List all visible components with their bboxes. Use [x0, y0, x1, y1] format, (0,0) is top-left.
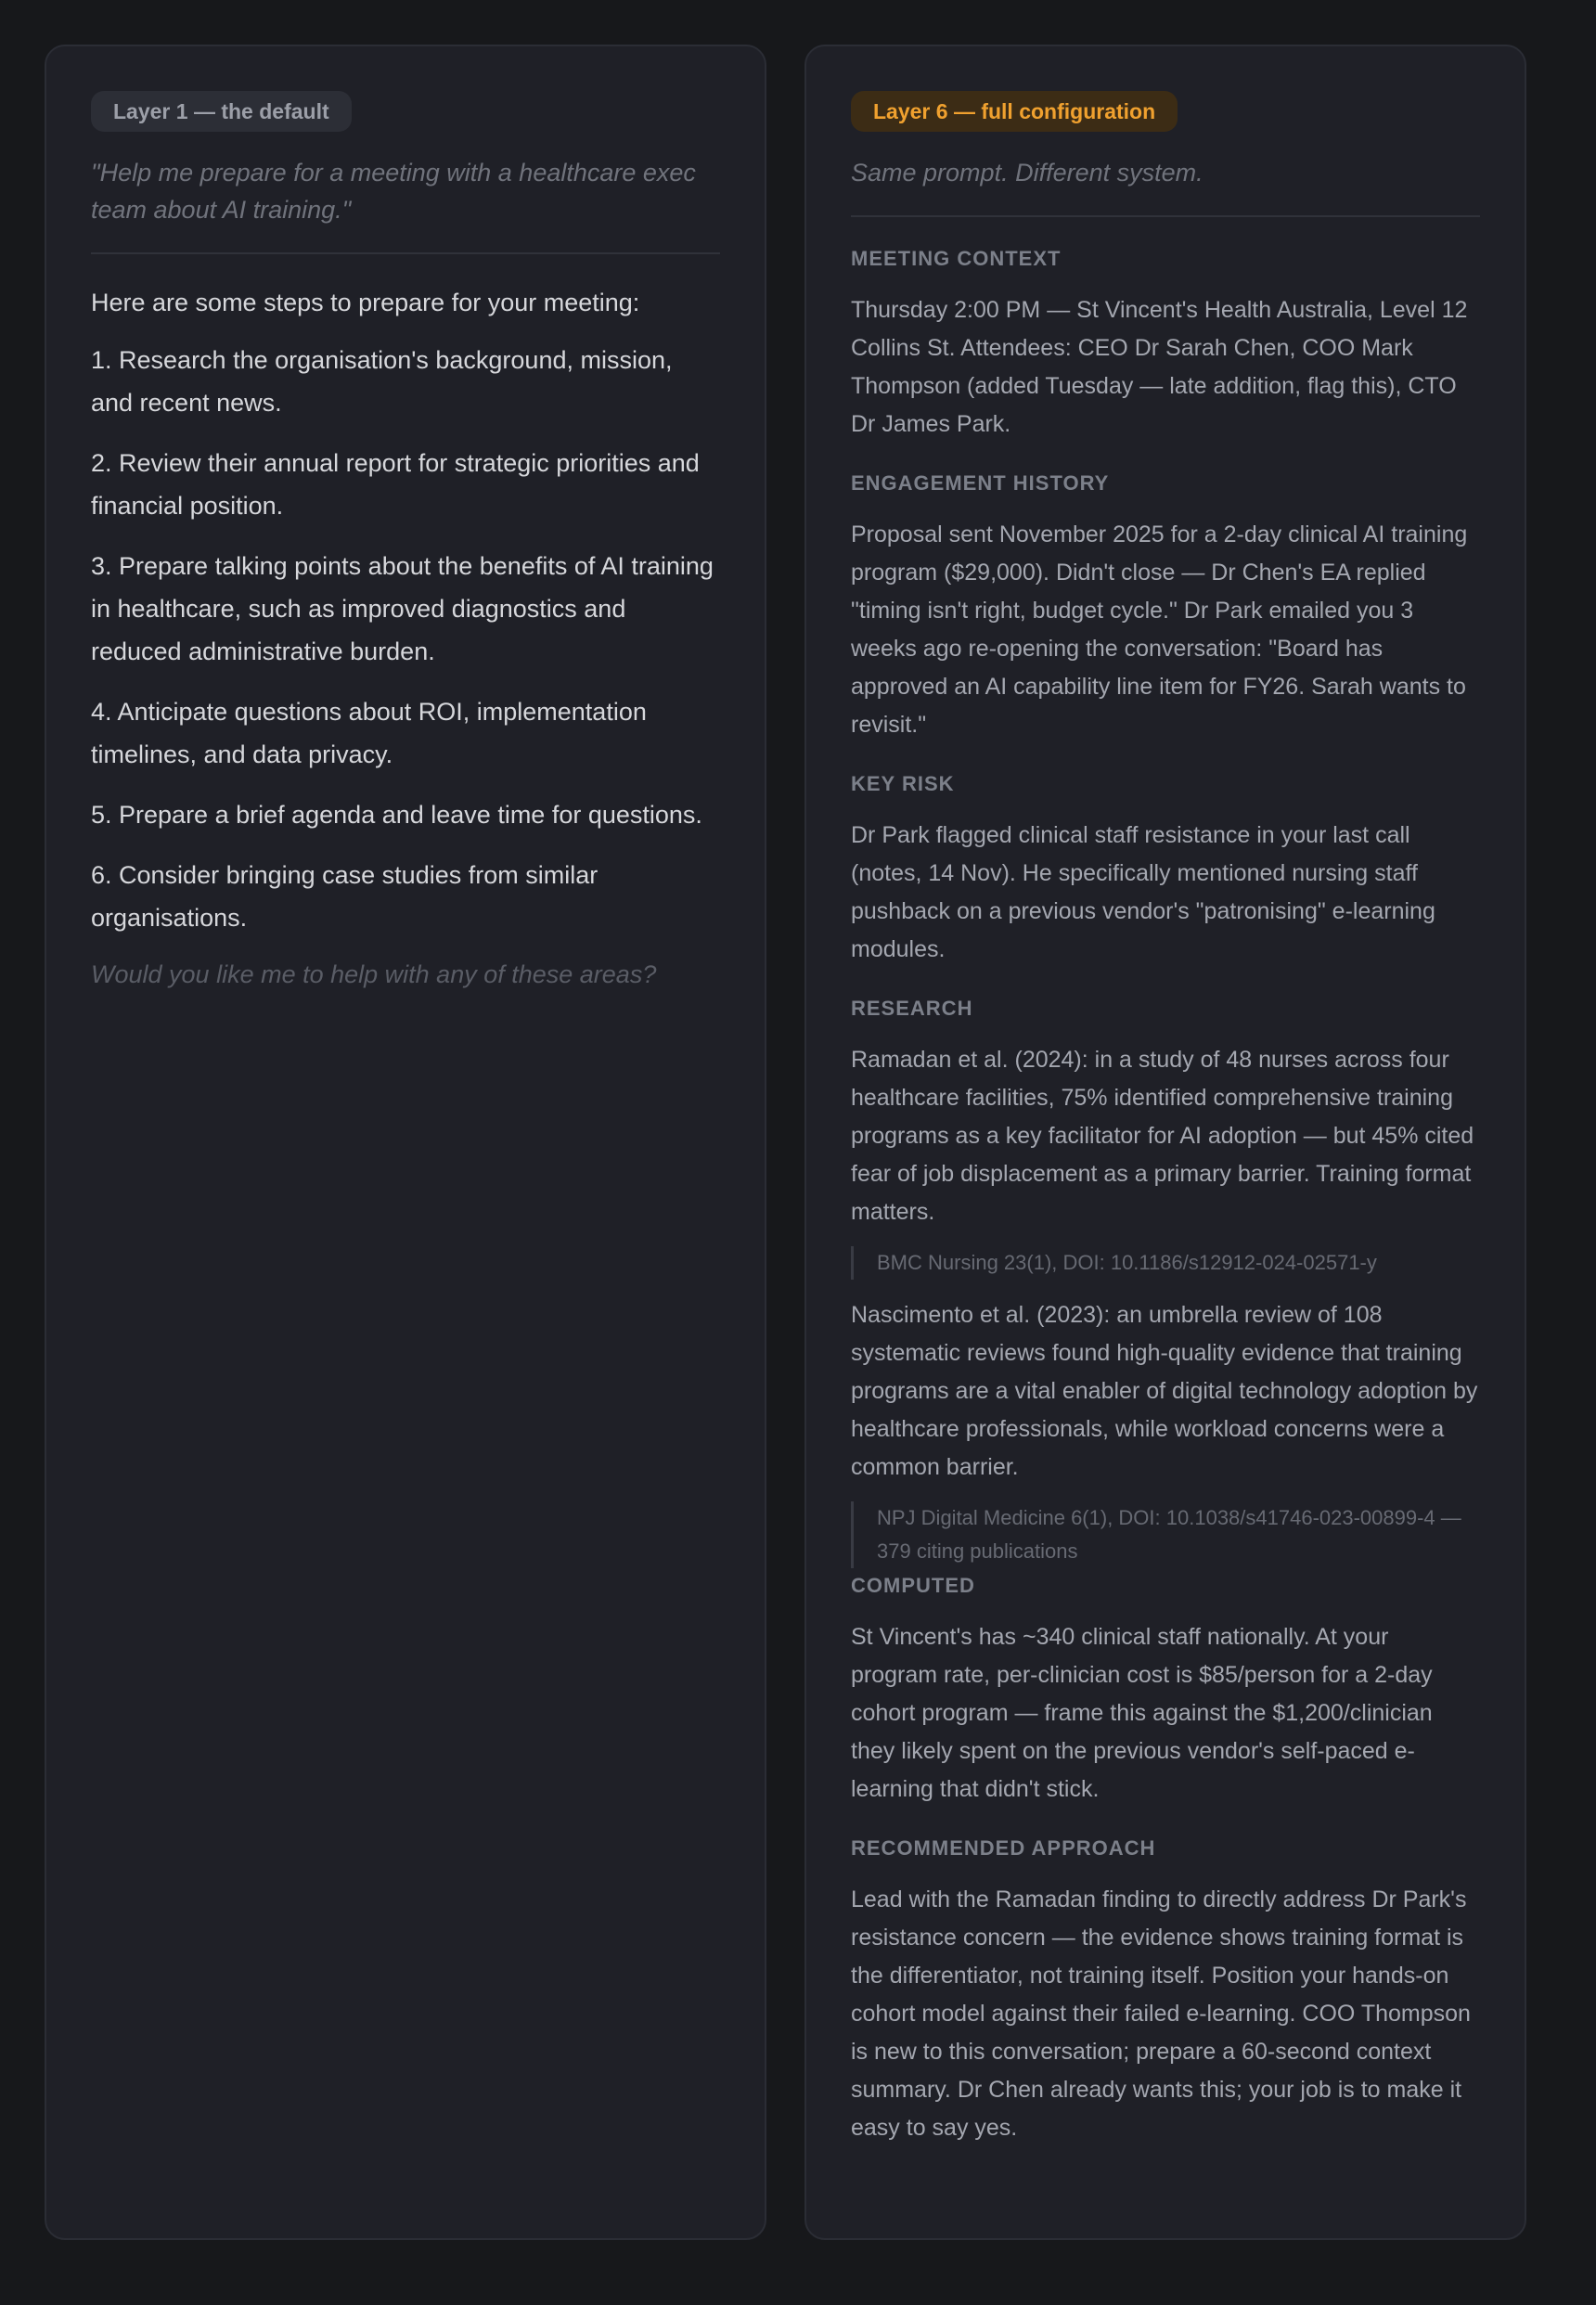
- key-risk-section: [851, 770, 1480, 969]
- user-prompt: "Help me prepare for a meeting with a healthcare exec team about AI training.": [91, 159, 696, 224]
- section-heading: MEETING CONTEXT: [851, 247, 1062, 270]
- citation: BMC Nursing 23(1), DOI: 10.1186/s12912-024-02571-y: [851, 1246, 1480, 1280]
- section-body: Thursday 2:00 PM — St Vincent's Health Australia, Level 12 Collins St. Attendees: CEO Dr Sarah Chen, COO Mark Thompson (added Tuesday — late addition, flag this), CTO Dr James Park.: [851, 297, 1468, 437]
- section-heading: RECOMMENDED APPROACH: [851, 1836, 1156, 1860]
- layer-badge-full: Layer 6 — full configuration: [851, 91, 1178, 132]
- response-step-5: 5. Prepare a brief agenda and leave time for questions.: [91, 801, 702, 829]
- response-step-3: 3. Prepare talking points about the benefits of AI training in healthcare, such as improved diagnostics and reduced administrative burden.: [91, 552, 714, 665]
- section-body: Dr Park flagged clinical staff resistance in your last call (notes, 14 Nov). He specifically mentioned nursing staff pushback on a previous vendor's "patronising" e-learning modules.: [851, 822, 1435, 962]
- response-closing-question: Would you like me to help with any of these areas?: [91, 960, 657, 988]
- section-body: Ramadan et al. (2024): in a study of 48 nurses across four healthcare facilities, 75% identified comprehensive training programs as a key facilitator for AI adoption — but 45% cited fear of job displacement as a primary barrier. Training format matters.: [851, 1047, 1474, 1225]
- divider: [91, 252, 720, 254]
- section-heading: RESEARCH: [851, 997, 973, 1020]
- meeting-context-section: [851, 245, 1480, 444]
- computed-section: [851, 1572, 1480, 1809]
- citation: NPJ Digital Medicine 6(1), DOI: 10.1038/s41746-023-00899-4 — 379 citing publications: [851, 1501, 1480, 1568]
- section-heading: KEY RISK: [851, 772, 955, 795]
- divider: [851, 215, 1480, 217]
- response-step-6: 6. Consider bringing case studies from similar organisations.: [91, 861, 598, 932]
- default-response-panel: [45, 45, 766, 2240]
- response-step-4: 4. Anticipate questions about ROI, implementation timelines, and data privacy.: [91, 698, 647, 768]
- section-body: Nascimento et al. (2023): an umbrella review of 108 systematic reviews found high-quality evidence that training programs are a vital enabler of digital technology adoption by healthcare professionals, while workload concerns were a common barrier.: [851, 1302, 1478, 1480]
- section-body: Lead with the Ramadan finding to directly address Dr Park's resistance concern — the evidence shows training format is the differentiator, not training itself. Position your hands-on cohort model against their failed e-learning. COO Thompson is new to this conversation; prepare a 60-second context summary. Dr Chen already wants this; your job is to make it easy to say yes.: [851, 1886, 1471, 2141]
- full-configuration-panel: [804, 45, 1526, 2240]
- layer-badge-default: Layer 1 — the default: [91, 91, 352, 132]
- response-step-1: 1. Research the organisation's background, mission, and recent news.: [91, 346, 673, 417]
- engagement-history-section: [851, 470, 1480, 744]
- recommended-approach-section: [851, 1835, 1480, 2147]
- response-step-2: 2. Review their annual report for strategic priorities and financial position.: [91, 449, 700, 520]
- section-heading: ENGAGEMENT HISTORY: [851, 471, 1110, 495]
- research-section: [851, 995, 1480, 1568]
- section-body: St Vincent's has ~340 clinical staff nationally. At your program rate, per-clinician cost is $85/person for a 2-day cohort program — frame this against the $1,200/clinician they likely spent on the previous vendor's self-paced e-learning that didn't stick.: [851, 1624, 1433, 1802]
- section-heading: COMPUTED: [851, 1574, 975, 1597]
- response-intro: Here are some steps to prepare for your meeting:: [91, 289, 640, 316]
- section-body: Proposal sent November 2025 for a 2-day clinical AI training program ($29,000). Didn't close — Dr Chen's EA replied "timing isn't right, budget cycle." Dr Park emailed you 3 weeks ago re-opening the conversation: "Board has approved an AI capability line item for FY26. Sarah wants to revisit.": [851, 522, 1468, 738]
- panel-subtitle: Same prompt. Different system.: [851, 159, 1203, 187]
